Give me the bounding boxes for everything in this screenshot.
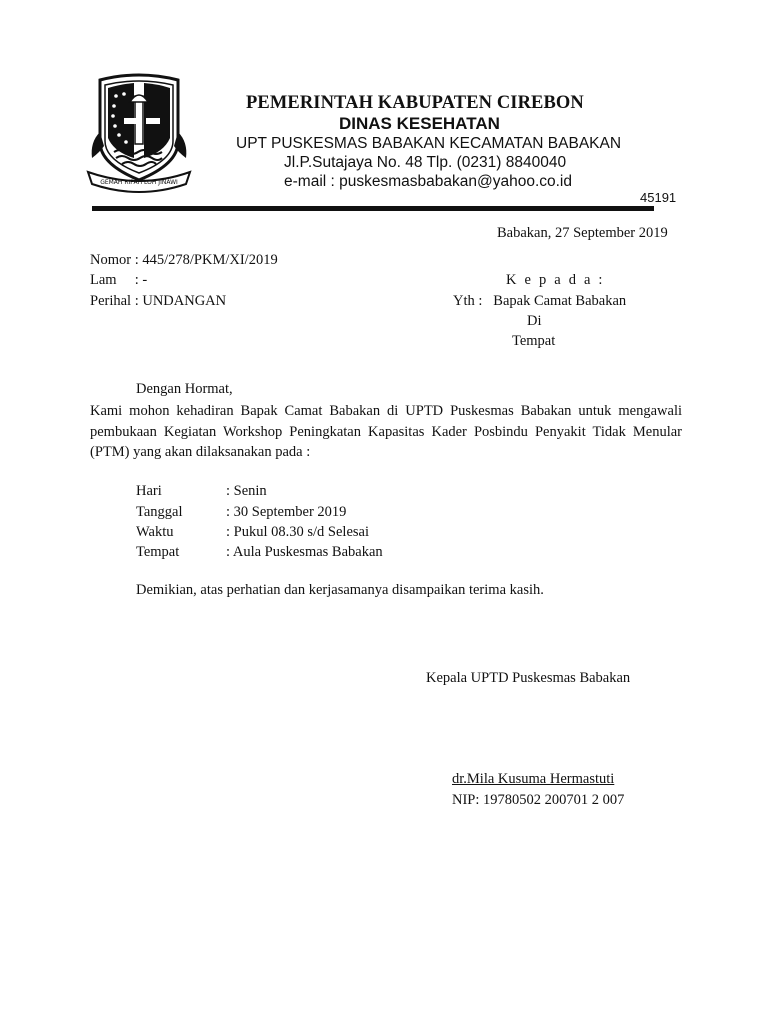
letterhead-divider — [92, 206, 654, 211]
recipient-place: Tempat — [512, 333, 556, 349]
recipient-di: Di — [527, 313, 542, 329]
detail-value-time: : Pukul 08.30 s/d Selesai — [226, 524, 369, 540]
government-name: PEMERINTAH KABUPATEN CIREBON — [246, 93, 584, 113]
letter-subject: Perihal : UNDANGAN — [90, 293, 227, 309]
office-address: Jl.P.Sutajaya No. 48 Tlp. (0231) 8840040 — [284, 154, 567, 171]
signatory-nip: NIP: 19780502 200701 2 007 — [452, 792, 625, 808]
letter-attachment: Lam : - — [90, 272, 148, 288]
body-paragraph-line: (PTM) yang akan dilaksanakan pada : — [90, 444, 311, 460]
body-paragraph — [90, 401, 682, 463]
body-paragraph-line: pembukaan Kegiatan Workshop Peningkatan Kapasitas Kader Posbindu Penyakit Tidak Menular — [90, 423, 682, 440]
greeting: Dengan Hormat, — [136, 381, 233, 397]
recipient-name: Yth : Bapak Camat Babakan — [453, 293, 627, 309]
signatory-name: dr.Mila Kusuma Hermastuti — [452, 771, 615, 787]
body-paragraph-line: Kami mohon kehadiran Bapak Camat Babakan di UPTD Puskesmas Babakan untuk mengawali — [90, 403, 682, 419]
letter-number: Nomor : 445/278/PKM/XI/2019 — [90, 252, 278, 268]
kabupaten-cirebon-crest-logo — [86, 72, 192, 198]
department-name: DINAS KESEHATAN — [339, 114, 500, 133]
detail-value-date: : 30 September 2019 — [226, 504, 347, 520]
detail-label-date: Tanggal — [136, 504, 183, 520]
closing-sentence: Demikian, atas perhatian dan kerjasamanya disampaikan terima kasih. — [136, 582, 544, 598]
postal-code: 45191 — [640, 190, 677, 205]
detail-label-day: Hari — [136, 483, 162, 499]
office-email: e-mail : puskesmasbabakan@yahoo.co.id — [284, 173, 572, 190]
letter-date: Babakan, 27 September 2019 — [497, 225, 668, 241]
recipient-heading: K e p a d a : — [506, 272, 605, 288]
signatory-title: Kepala UPTD Puskesmas Babakan — [426, 670, 631, 686]
detail-label-time: Waktu — [136, 524, 174, 540]
svg-text:GEMAH RIPAH LOH JINAWI: GEMAH RIPAH LOH JINAWI — [100, 179, 178, 186]
detail-label-place: Tempat — [136, 544, 180, 560]
unit-name: UPT PUSKESMAS BABAKAN KECAMATAN BABAKAN — [236, 135, 622, 152]
detail-value-day: : Senin — [226, 483, 267, 499]
detail-value-place: : Aula Puskesmas Babakan — [226, 544, 383, 560]
